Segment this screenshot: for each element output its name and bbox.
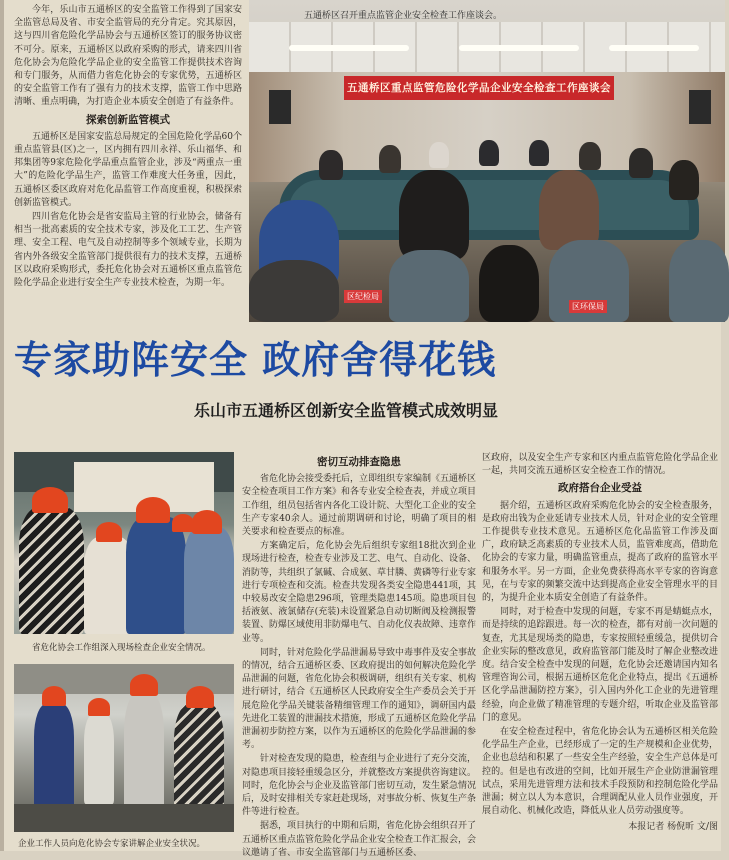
right-paragraph: 在安全检查过程中，省危化协会认为五通桥区相关危险化学品生产企业，已经形成了一定的生产规模和企业优势，企业也总结和积累了一些安全生产经验，安全生产总体是可控的。但是也有改进的空间，比如开展生产企业防泄漏管理试点，采用先进管理方法和技术手段预防和控制危险化学品泄漏；树立以人为本意识，合理调配从业人员作业强度，开展自动化、机械化改造，降低从业人员劳动强度等。 — [482, 727, 718, 817]
attendee — [669, 160, 699, 200]
attendee — [629, 148, 653, 178]
photo-light — [609, 45, 699, 51]
attendee-foreground — [479, 245, 539, 322]
right-lead-paragraph: 区政府，以及安全生产专家和区内重点监管危险化学品企业一起，共同交流五通桥区安全检查工作的情况。 — [482, 453, 718, 477]
meeting-banner: 五通桥区重点监管危险化学品企业安全检查工作座谈会 — [344, 76, 614, 100]
right-column-text — [482, 452, 718, 851]
photo-floor — [14, 804, 234, 832]
attendee — [379, 145, 401, 173]
photo-speaker — [689, 90, 711, 124]
hard-hat — [186, 686, 214, 708]
attendee — [579, 142, 601, 170]
section-title-explore: 探索创新监管模式 — [86, 113, 170, 126]
name-card: 区纪检局 — [344, 290, 382, 303]
left-column-text — [14, 4, 242, 322]
left-paragraph: 四川省危化协会是省安监局主管的行业协会，储备有相当一批高素质的安全技术专家，涉及化工工艺、生产管理、安全工程、电气及自动控制等多个领域专业，长期为省内外各级安全监管部门提供很有力的技术支撑，五通桥区以政府采购形式，委托危化协会对五通桥区重点监管危险化学品企业进行安全生产专业技术检查，为期一年。 — [14, 212, 242, 289]
right-paragraph: 据介绍，五通桥区政府采购危化协会的安全检查服务，是政府出钱为企业延请专业技术人员，针对企业的安全管理工作提供专业技术意见。五通桥区危化品监管工作涉及面广，政府缺乏高素质的专业技术人员，监管难度高，借助危化协会的专家力量，明确监管重点，提高了政府的监管水平和服务水平。另一方面，企业免费获得高水平专家的咨询意见，在与专家的频繁交流中达到提高企业安全管理水平的目的，为提升企业本质安全创造了有益条件。 — [482, 500, 718, 604]
mid-photo-caption: 省危化协会工作组深入现场检查企业安全情况。 — [32, 643, 211, 653]
middle-paragraph: 同时，针对危险化学品泄漏易导致中毒事件及安全事故的情况，结合五通桥区委、区政府提出的如何解决危险化学品泄漏的问题，省危化协会积极调研，组织有关专家、机构进行研讨，结合《五通桥区人民政府安全生产委员会关于开展危险化学品关键装备精细管理工作的通知》，调研国内最先进化工装置的泄漏技术措施，形成了五通桥区危险化学品泄漏初步防控方案，以作为五通桥区的危险化学品泄漏的参考。 — [242, 647, 477, 751]
middle-paragraph: 方案确定后，危化协会先后组织专家组18批次到企业现场进行检查，检查专业涉及工艺、电气、自动化、设备、消防等，共组织了氯碱、合成氨、草甘膦、黄磷等行业专家进行专项检查和交流。检查共发现各类安全隐患441项，其中较易改安全隐患296项，管理类隐患145项。隐患项目包括液氨、液氯储存(充装)未设置紧急自动切断阀及检测报警装置、防爆区域使用非防爆电气、自动化仪表故障、违章作业等。 — [242, 541, 477, 644]
hard-hat — [96, 522, 122, 542]
subheadline: 乐山市五通桥区创新安全监管模式成效明显 — [194, 401, 499, 420]
hard-hat — [32, 487, 68, 513]
middle-paragraph: 省危化协会接受委托后，立即组织专家编制《五通桥区安全检查项目工作方案》和各专业安全检查表，并成立项目工作组，组员包括省内各化工设计院、大型化工企业的安全生产专家40余人。通过前期调研和讨论，明确了项目的相关要求和检查要点的标准。 — [242, 474, 477, 538]
headline: 专家助阵安全 政府舍得花钱 — [14, 338, 497, 382]
middle-paragraph: 据悉，项目执行的中期和后期，省危化协会组织召开了五通桥区重点监管危险化学品企业安全检查工作汇报会，会议邀请了省、市安全监管部门与五通桥区委、 — [242, 821, 477, 858]
left-paragraph: 五通桥区是国家安监总局规定的全国危险化学品60个重点监管县(区)之一，区内拥有四川永祥、乐山福华、和邦集团等9家危险化学品重点监管企业，涉及“两重点一重大”的危险化学品生产，监管工作难度大任务重，因此，五通桥区委区政府对危化品监管工作高度重视，积极探索创新监管模式。 — [14, 131, 242, 208]
attendee — [479, 140, 499, 166]
intro-paragraph: 今年，乐山市五通桥区的安全监管工作得到了国家安全监管总局及省、市安全监管局的充分肯定。究其原因，这与四川省危险化学品协会与五通桥区签订的服务协议密不可分。原来，五通桥区以政府采购的形式，请来四川省危化协会为危险化学品企业的安全监管工作提供技术咨询和专门服务，从而借力省危化协会的专家优势，五通桥区的安全监管工作有了强有力的技术支撑，监管工作中思路清晰、重点明确，为打造企业本质安全创造了有益条件。 — [14, 5, 242, 108]
hard-hat — [136, 497, 170, 523]
attendee-foreground — [249, 260, 339, 322]
section-title-government: 政府搭台企业受益 — [558, 482, 642, 495]
bottom-photo-caption: 企业工作人员向危化协会专家讲解企业安全状况。 — [18, 839, 206, 849]
hard-hat — [42, 686, 66, 706]
worker — [184, 527, 234, 634]
attendee-foreground — [399, 170, 469, 260]
section-title-interaction: 密切互动排查隐患 — [317, 456, 401, 468]
middle-column-text — [242, 452, 477, 858]
attendee — [429, 142, 449, 168]
worker — [84, 714, 114, 804]
attendee — [529, 140, 549, 166]
worker — [34, 704, 74, 814]
conference-table — [279, 170, 699, 240]
chair — [389, 250, 469, 322]
hard-hat — [172, 514, 194, 532]
worker — [19, 507, 84, 634]
photo-speaker — [269, 90, 291, 124]
hard-hat — [130, 674, 158, 696]
hard-hat — [192, 510, 222, 534]
briefing-photo — [14, 664, 234, 832]
worker — [126, 517, 186, 634]
attendee-foreground — [539, 170, 599, 250]
inspection-photo — [14, 452, 234, 634]
middle-paragraph: 针对检查发现的隐患，检查组与企业进行了充分交流，对隐患项目接轻重缓急区分，并就整改方案提供咨询建议。同时，危化协会与企业及监管部门密切互动，发生紧急情况后，及时安排相关专家赶赴现场，对事故分析、恢复生产条件等进行检查。 — [242, 754, 477, 818]
name-card: 区环保局 — [569, 300, 607, 313]
attendee — [319, 150, 343, 180]
chair — [669, 240, 729, 322]
byline: 本报记者 杨倪昕 文/图 — [628, 822, 718, 833]
meeting-photo — [249, 0, 725, 322]
hard-hat — [88, 698, 110, 716]
photo-light — [289, 45, 409, 51]
right-paragraph: 同时，对于检查中发现的问题，专家不再是蜻蜓点水，而是持续的追踪跟进。每一次的检查，都有对前一次问题的复查，尤其是现场类的隐患，专家按照轻重缓急，提供切合企业实际的整改意见，政府监管部门能及时了解企业整改进度。结合安全检查中发现的问题，危化协会还邀请国内知名管理咨询公司，根据五通桥区危化企业特点，提出《五通桥区化学品泄漏防控方案》，引入国内外化工企业的先进管理经验，向企业做了精准管理的专题介绍，听取企业及监管部门的意见。 — [482, 607, 718, 723]
top-photo-caption: 五通桥区召开重点监管企业安全检查工作座谈会。 — [304, 11, 503, 21]
photo-light — [459, 45, 579, 51]
